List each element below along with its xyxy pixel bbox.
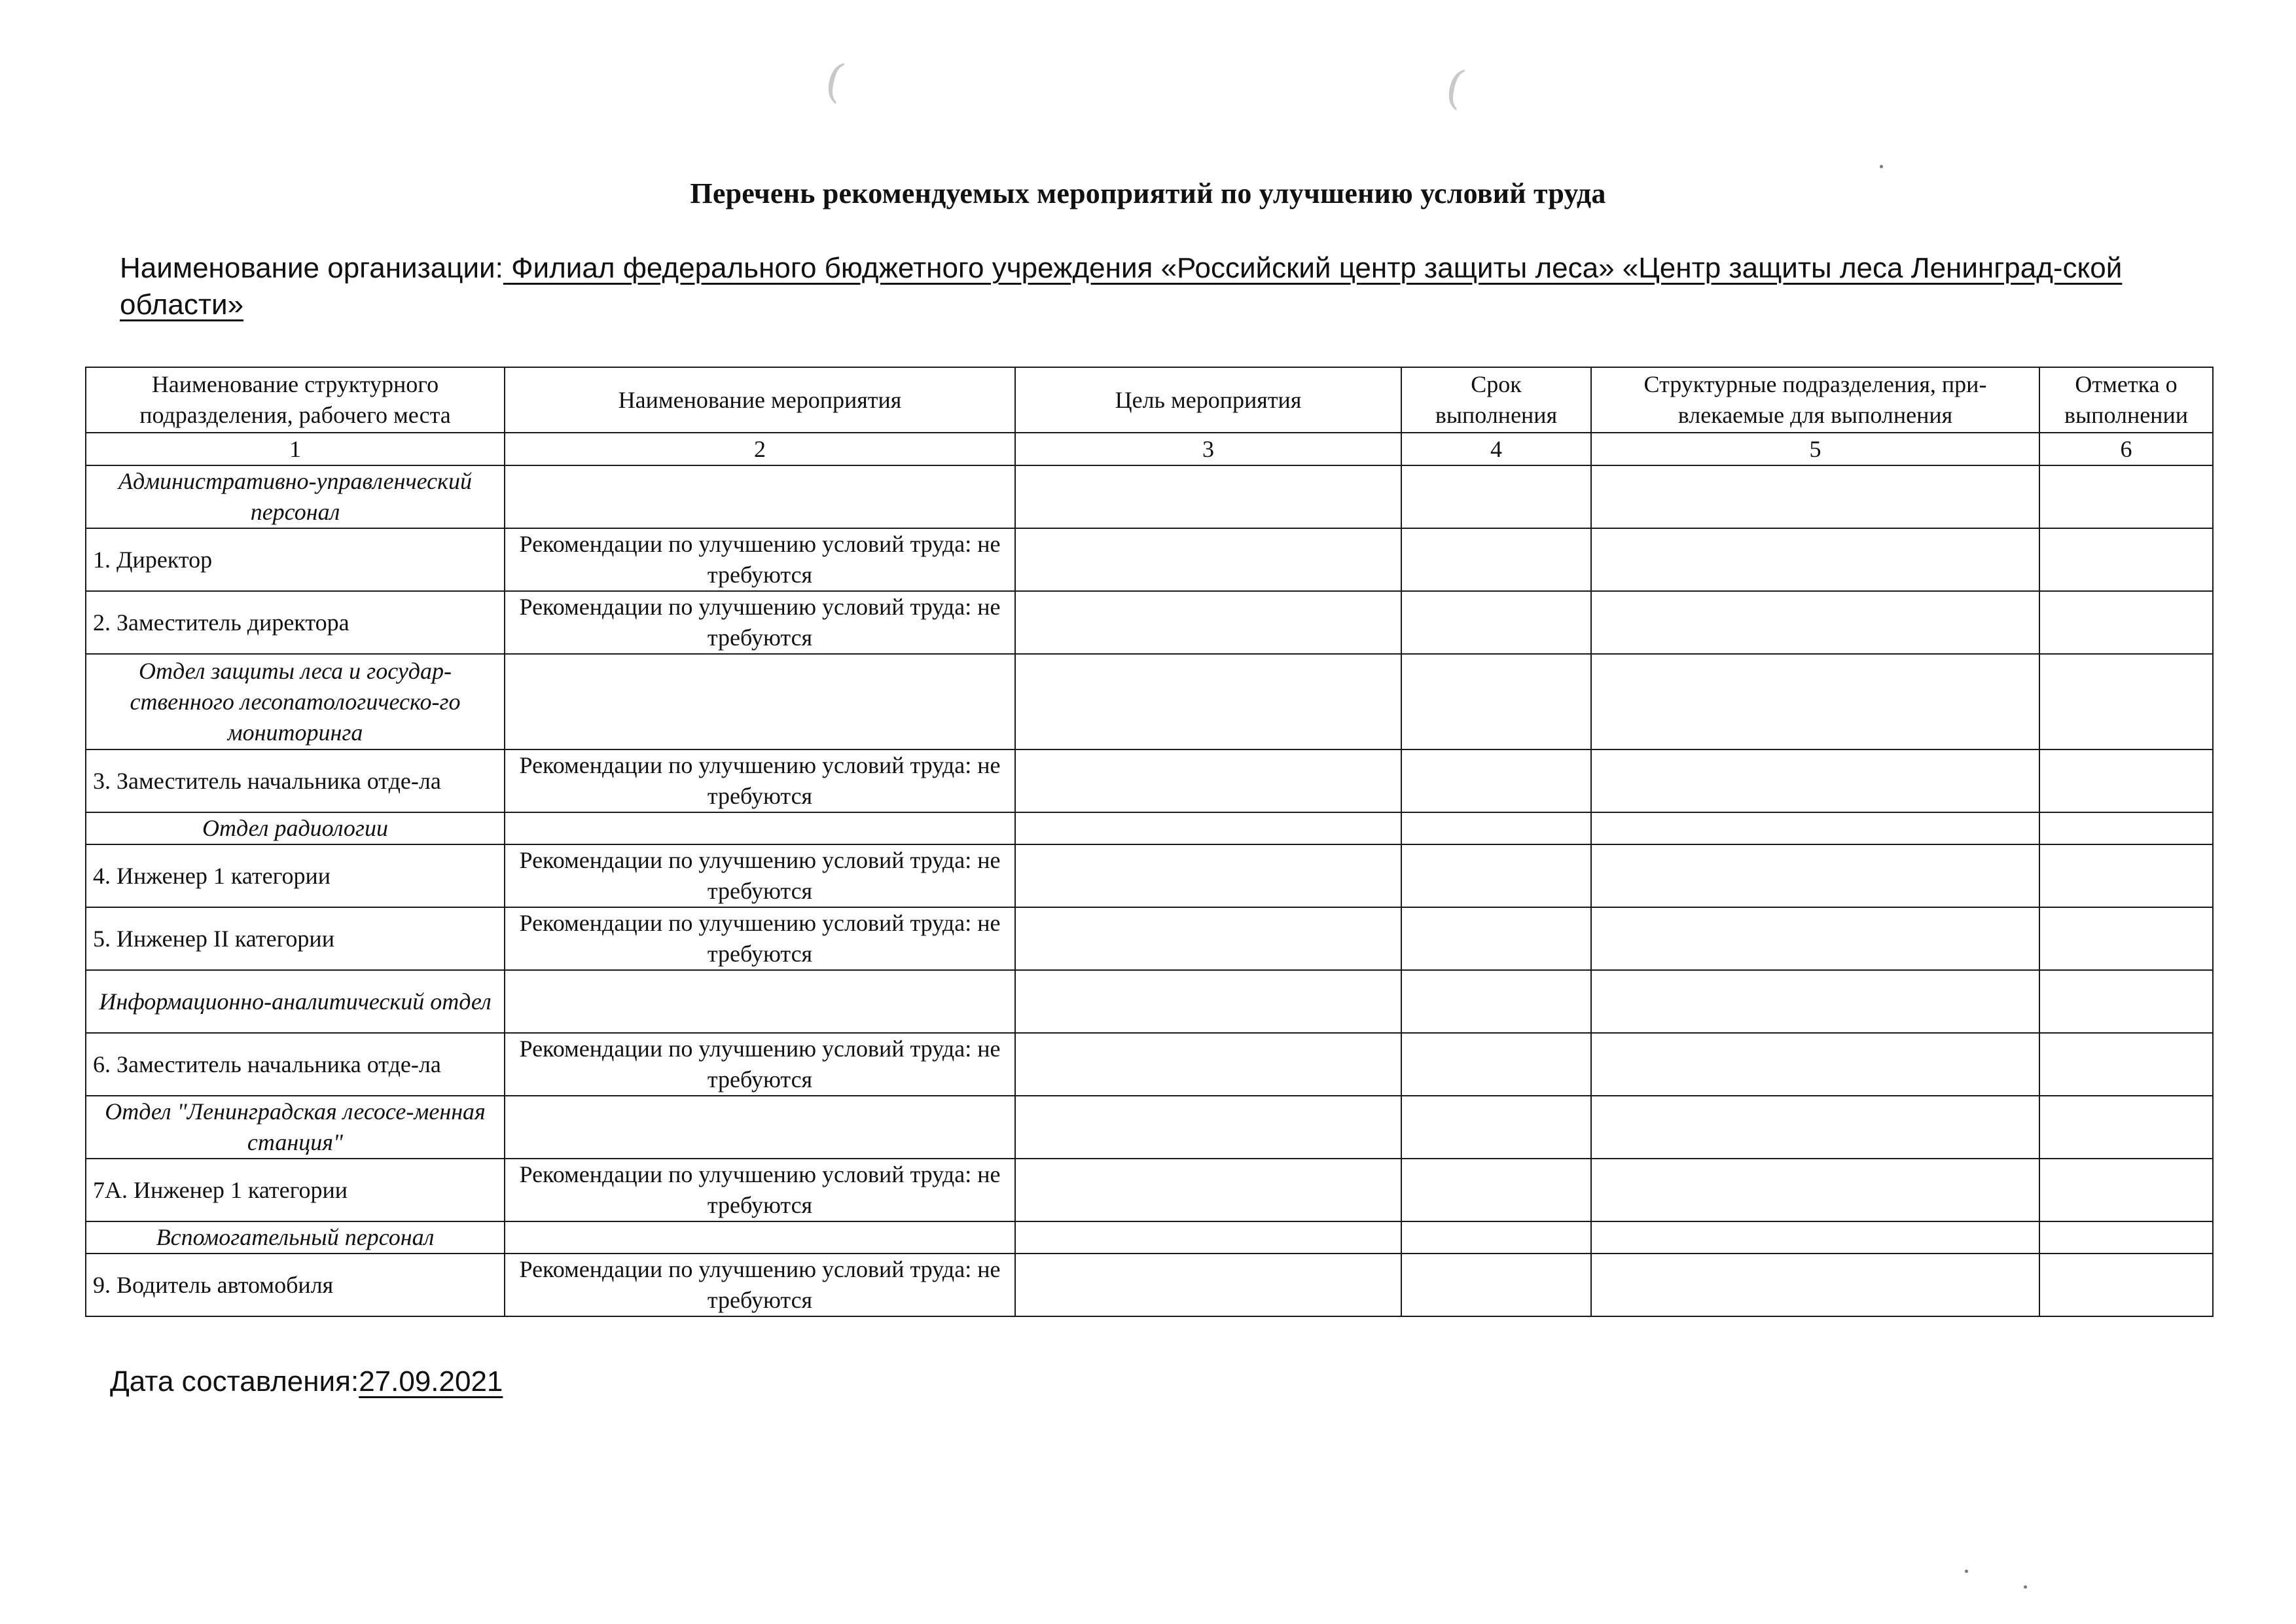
table-row [86, 844, 2213, 907]
department-row [86, 654, 2213, 749]
table-row [86, 528, 2213, 591]
header-cell: Наименование мероприятия [505, 367, 1015, 433]
workplace-name: 9. Водитель автомобиля [86, 1254, 505, 1316]
workplace-name: 4. Инженер 1 категории [86, 844, 505, 907]
empty-cell [1015, 812, 1401, 844]
empty-cell [2039, 812, 2213, 844]
measure-name: Рекомендации по улучшению условий труда: не требуются [505, 1254, 1015, 1316]
empty-cell [1015, 1033, 1401, 1096]
table-row [86, 1254, 2213, 1316]
header-cell: Отметка о выполнении [2039, 367, 2213, 433]
empty-cell [1591, 970, 2039, 1033]
empty-cell [1591, 749, 2039, 812]
table-row [86, 749, 2213, 812]
column-number: 1 [86, 433, 505, 465]
empty-cell [1401, 465, 1591, 528]
empty-cell [2039, 654, 2213, 749]
empty-cell [1401, 907, 1591, 970]
date-label: Дата составления: [110, 1365, 359, 1398]
empty-cell [1591, 591, 2039, 654]
empty-cell [1591, 1159, 2039, 1221]
workplace-name: 3. Заместитель начальника отде-ла [86, 749, 505, 812]
empty-cell [1401, 844, 1591, 907]
empty-cell [2039, 907, 2213, 970]
department-name: Вспомогательный персонал [86, 1221, 505, 1254]
department-row [86, 465, 2213, 528]
measure-name [505, 654, 1015, 749]
workplace-name: 6. Заместитель начальника отде-ла [86, 1033, 505, 1096]
column-number: 3 [1015, 433, 1401, 465]
empty-cell [1401, 528, 1591, 591]
empty-cell [2039, 528, 2213, 591]
measures-table [85, 367, 2214, 1317]
empty-cell [1015, 844, 1401, 907]
empty-cell [1591, 465, 2039, 528]
empty-cell [1591, 812, 2039, 844]
empty-cell [1015, 749, 1401, 812]
empty-cell [2039, 1033, 2213, 1096]
measure-name: Рекомендации по улучшению условий труда: не требуются [505, 528, 1015, 591]
department-row [86, 812, 2213, 844]
organization-label: Наименование организации: [120, 252, 503, 284]
measure-name: Рекомендации по улучшению условий труда: не требуются [505, 844, 1015, 907]
measure-name [505, 970, 1015, 1033]
scan-speck [2024, 1585, 2027, 1589]
column-number: 4 [1401, 433, 1591, 465]
empty-cell [1401, 1096, 1591, 1159]
measure-name: Рекомендации по улучшению условий труда: не требуются [505, 907, 1015, 970]
scan-artifact: ( [820, 52, 850, 109]
empty-cell [1015, 1096, 1401, 1159]
column-number: 5 [1591, 433, 2039, 465]
header-cell: Срок выполнения [1401, 367, 1591, 433]
empty-cell [1015, 907, 1401, 970]
workplace-name: 5. Инженер II категории [86, 907, 505, 970]
empty-cell [2039, 844, 2213, 907]
empty-cell [2039, 1254, 2213, 1316]
empty-cell [1401, 812, 1591, 844]
empty-cell [2039, 1221, 2213, 1254]
empty-cell [1015, 654, 1401, 749]
empty-cell [1401, 970, 1591, 1033]
column-number-row [86, 433, 2213, 465]
empty-cell [1591, 1221, 2039, 1254]
table-row [86, 1033, 2213, 1096]
organization-value: Филиал федерального бюджетного учреждения «Российский центр защиты леса» «Центр защиты леса Ленинград-ской области» [120, 252, 2123, 321]
empty-cell [1401, 654, 1591, 749]
date-line [110, 1365, 503, 1398]
empty-cell [2039, 970, 2213, 1033]
empty-cell [1015, 1254, 1401, 1316]
empty-cell [1591, 844, 2039, 907]
header-cell: Цель мероприятия [1015, 367, 1401, 433]
scan-artifact: ( [1441, 59, 1470, 115]
empty-cell [1591, 654, 2039, 749]
empty-cell [1015, 1159, 1401, 1221]
empty-cell [1591, 528, 2039, 591]
department-row [86, 970, 2213, 1033]
empty-cell [1015, 970, 1401, 1033]
table-row [86, 591, 2213, 654]
column-number: 6 [2039, 433, 2213, 465]
department-name: Отдел "Ленинградская лесосе-менная станция" [86, 1096, 505, 1159]
table-row [86, 1159, 2213, 1221]
empty-cell [1401, 1254, 1591, 1316]
department-name: Отдел радиологии [86, 812, 505, 844]
empty-cell [1591, 1096, 2039, 1159]
measure-name [505, 1096, 1015, 1159]
empty-cell [1015, 528, 1401, 591]
empty-cell [1401, 591, 1591, 654]
department-name: Отдел защиты леса и государ-ственного лесопатологическо-го мониторинга [86, 654, 505, 749]
empty-cell [2039, 1096, 2213, 1159]
measure-name [505, 1221, 1015, 1254]
empty-cell [1015, 591, 1401, 654]
measure-name: Рекомендации по улучшению условий труда: не требуются [505, 1159, 1015, 1221]
department-name: Информационно-аналитический отдел [86, 970, 505, 1033]
document-title: Перечень рекомендуемых мероприятий по улучшению условий труда [690, 177, 1606, 209]
empty-cell [1401, 1159, 1591, 1221]
empty-cell [1401, 749, 1591, 812]
header-cell: Наименование структурного подразделения, рабочего места [86, 367, 505, 433]
column-number: 2 [505, 433, 1015, 465]
department-name: Административно-управленческий персонал [86, 465, 505, 528]
department-row [86, 1096, 2213, 1159]
scan-speck [1880, 165, 1883, 168]
organization-line [120, 250, 2168, 323]
header-row [86, 367, 2213, 433]
workplace-name: 1. Директор [86, 528, 505, 591]
date-value: 27.09.2021 [359, 1365, 503, 1398]
measure-name: Рекомендации по улучшению условий труда: не требуются [505, 749, 1015, 812]
measure-name [505, 812, 1015, 844]
empty-cell [1591, 1033, 2039, 1096]
empty-cell [1401, 1033, 1591, 1096]
workplace-name: 2. Заместитель директора [86, 591, 505, 654]
measure-name: Рекомендации по улучшению условий труда: не требуются [505, 591, 1015, 654]
empty-cell [1015, 465, 1401, 528]
empty-cell [1015, 1221, 1401, 1254]
department-row [86, 1221, 2213, 1254]
empty-cell [2039, 465, 2213, 528]
table-body [86, 465, 2213, 1316]
scan-speck [1965, 1570, 1968, 1573]
header-cell: Структурные подразделения, при-влекаемые для выполнения [1591, 367, 2039, 433]
empty-cell [1591, 907, 2039, 970]
measure-name: Рекомендации по улучшению условий труда: не требуются [505, 1033, 1015, 1096]
measure-name [505, 465, 1015, 528]
empty-cell [1591, 1254, 2039, 1316]
empty-cell [1401, 1221, 1591, 1254]
empty-cell [2039, 591, 2213, 654]
workplace-name: 7А. Инженер 1 категории [86, 1159, 505, 1221]
empty-cell [2039, 749, 2213, 812]
table-row [86, 907, 2213, 970]
empty-cell [2039, 1159, 2213, 1221]
